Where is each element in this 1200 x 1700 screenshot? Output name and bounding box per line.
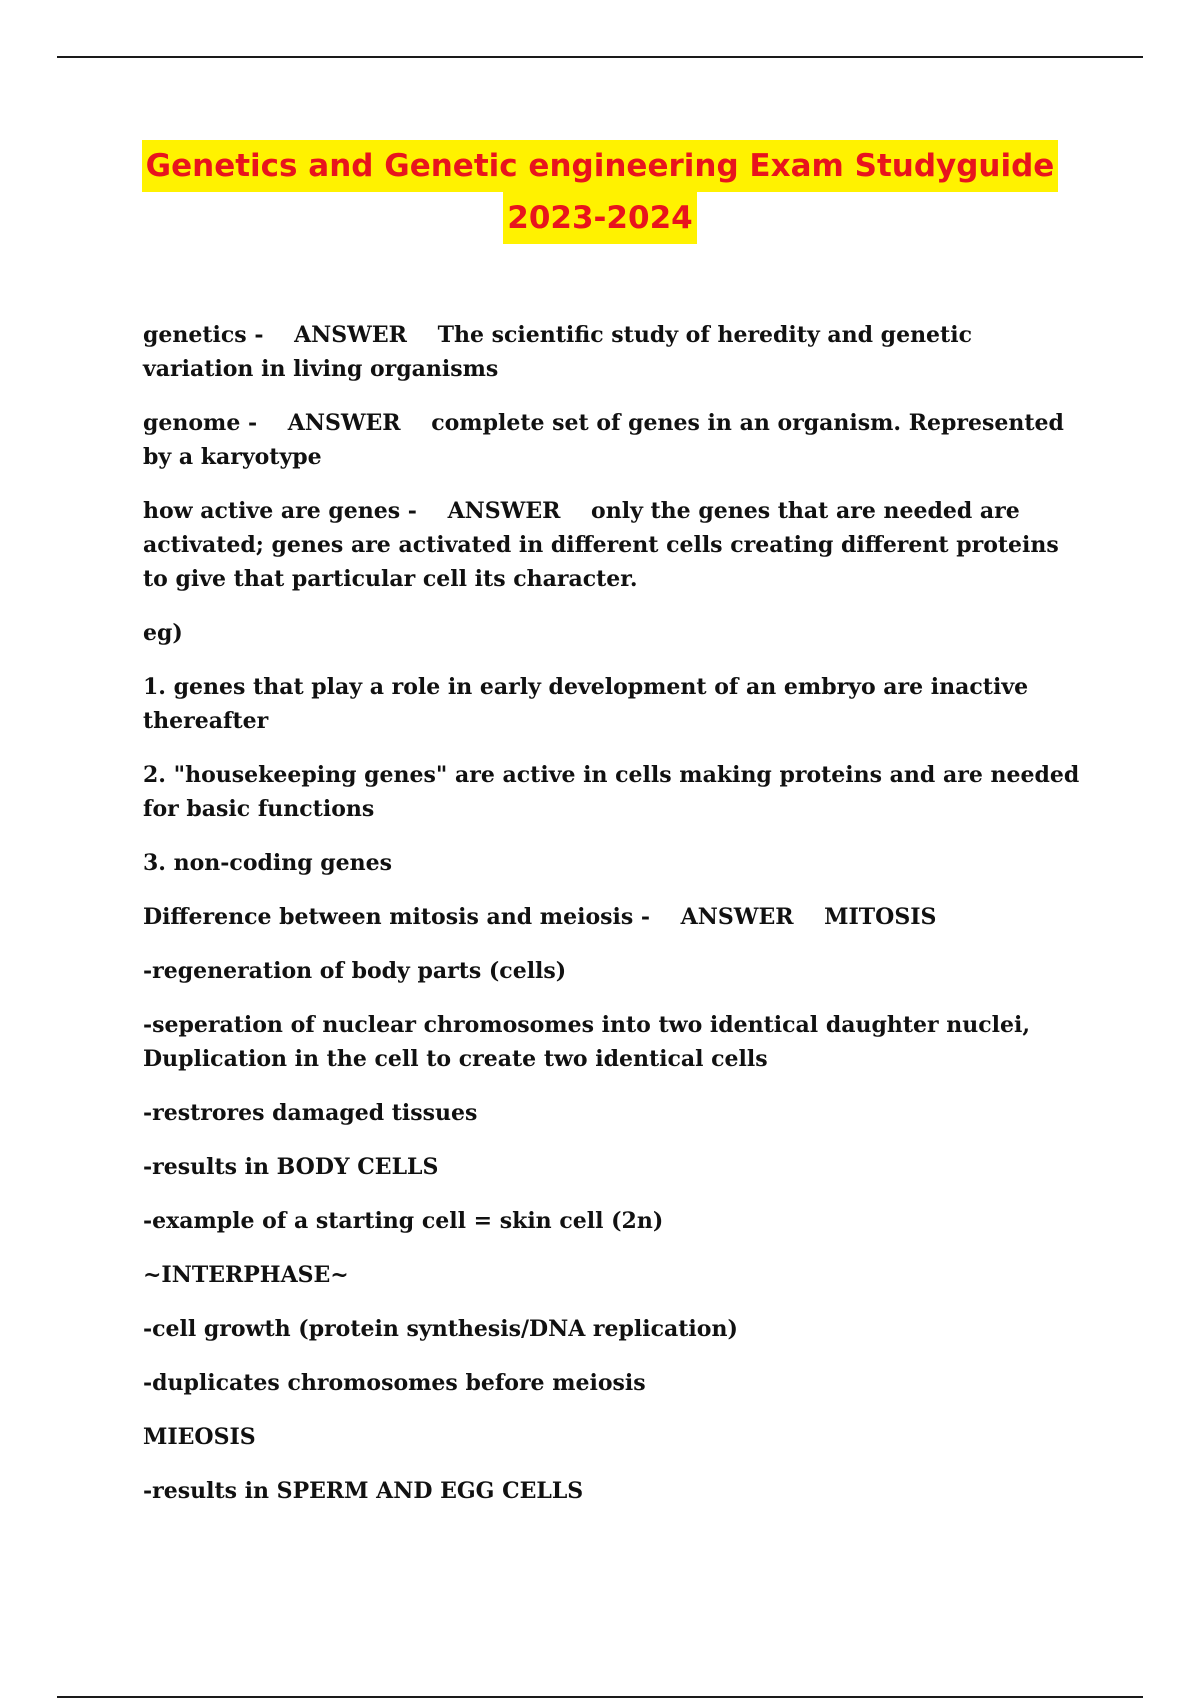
text-line: -regeneration of body parts (cells): [143, 958, 567, 984]
title-line-2: 2023-2024: [503, 192, 696, 244]
answer-tag: ANSWER: [294, 322, 407, 348]
answer-tag: ANSWER: [680, 904, 794, 930]
study-guide-content: [143, 318, 1083, 1528]
bottom-rule: [57, 1696, 1143, 1698]
text-line: -example of a starting cell = skin cell (2n): [143, 1208, 664, 1234]
answer-tag: ANSWER: [287, 410, 401, 436]
list-item: 2. "housekeeping genes" are active in cells making proteins and are needed for basic functions: [143, 762, 1080, 822]
qa-entry-gene-activity: [143, 494, 1083, 596]
entry-answer: The scientific study of heredity and genetic variation in living organisms: [143, 322, 972, 382]
entry-answer: complete set of genes in an organism. Represented by a karyotype: [143, 410, 1064, 470]
qa-entry-mitosis-meiosis: [143, 900, 1083, 934]
text-line: -restrores damaged tissues: [143, 1100, 478, 1126]
entry-term: genetics -: [143, 322, 264, 348]
entry-term: Difference between mitosis and meiosis -: [143, 904, 651, 930]
text-line: ~INTERPHASE~: [143, 1262, 349, 1288]
entry-term: how active are genes -: [143, 498, 417, 524]
title-line-1: Genetics and Genetic engineering Exam Studyguide: [142, 140, 1059, 192]
qa-entry-genetics: [143, 318, 1083, 386]
text-line: -cell growth (protein synthesis/DNA replication): [143, 1316, 738, 1342]
top-rule: [57, 56, 1143, 58]
document-title: [0, 140, 1200, 244]
answer-tag: ANSWER: [447, 498, 561, 524]
text-line: eg): [143, 620, 183, 646]
qa-entry-genome: [143, 406, 1083, 474]
text-line: MIEOSIS: [143, 1424, 256, 1450]
list-item: 1. genes that play a role in early development of an embryo are inactive thereafter: [143, 674, 1029, 734]
entry-answer: only the genes that are needed are activated; genes are activated in different cells creating different proteins to give that particular cell its character.: [143, 498, 1059, 592]
text-line: -duplicates chromosomes before meiosis: [143, 1370, 646, 1396]
entry-answer: MITOSIS: [824, 904, 937, 930]
list-item: 3. non-coding genes: [143, 850, 393, 876]
text-line: -results in BODY CELLS: [143, 1154, 439, 1180]
text-line: -results in SPERM AND EGG CELLS: [143, 1478, 584, 1504]
entry-term: genome -: [143, 410, 258, 436]
text-line: -seperation of nuclear chromosomes into two identical daughter nuclei, Duplication in the cell to create two identical cells: [143, 1012, 1030, 1072]
